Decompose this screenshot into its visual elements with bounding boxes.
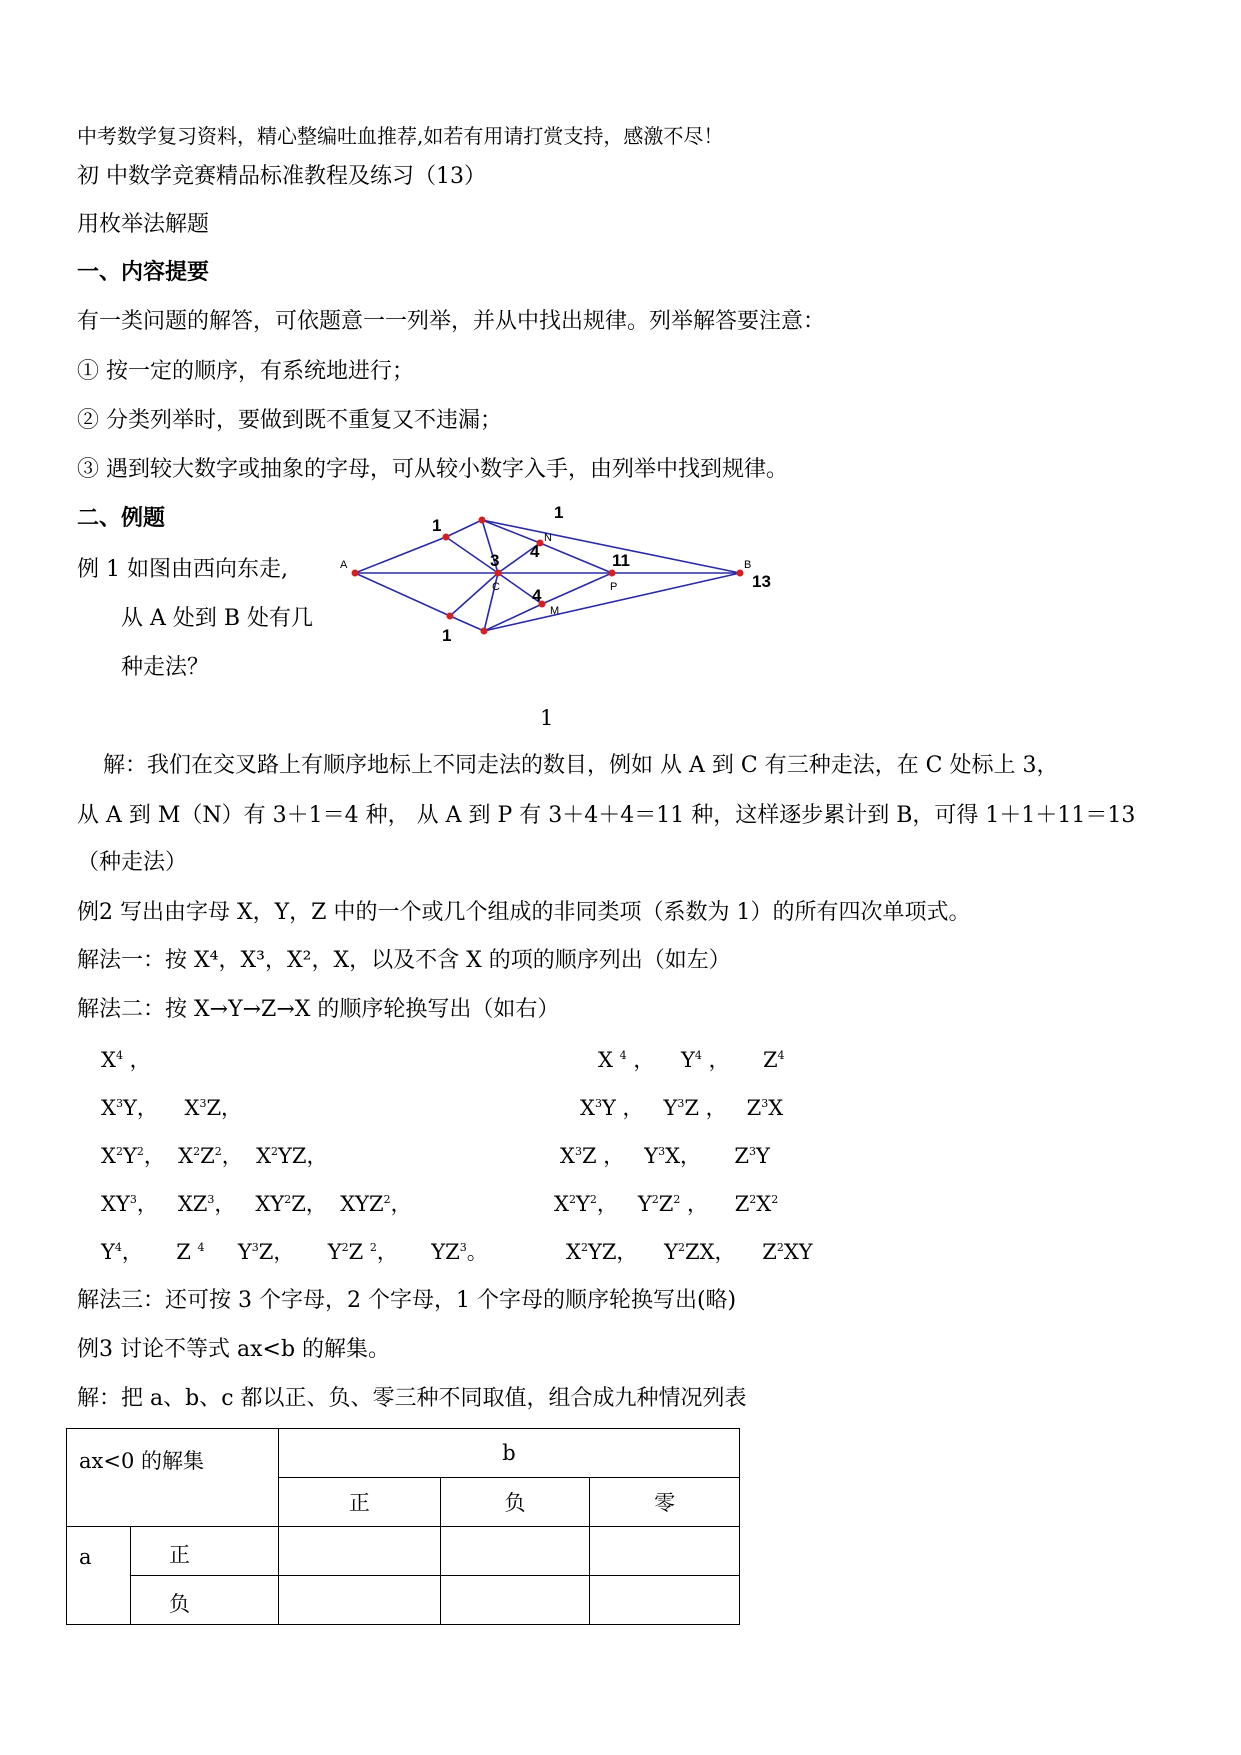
left-row-2: $X^3Y$， $X^3Z$， [101, 1096, 243, 1120]
count-b: 13 [752, 572, 771, 591]
section2-heading: 二、例题 [77, 506, 166, 531]
example1-line3: 种走法？ [121, 655, 210, 680]
node-bottom-left [447, 613, 454, 620]
count-c: 3 [490, 551, 500, 570]
count-m: 4 [532, 586, 542, 605]
count-n: 4 [530, 542, 540, 561]
example2-method3: 解法三：还可按 3 个字母，2 个字母，1 个字母的顺序轮换写出(略) [77, 1288, 737, 1313]
table-a-header-cell [67, 1527, 131, 1625]
node-top [479, 517, 486, 524]
node-c [495, 570, 502, 577]
label-n: N [544, 532, 552, 544]
example3-prompt: 例3 讨论不等式 ax<b 的解集。 [77, 1337, 391, 1362]
solution1-line3: （种走法） [77, 850, 188, 875]
label-b: B [744, 559, 752, 571]
table-corner-cell [67, 1429, 279, 1527]
point-1: ① 按一定的顺序，有系统地进行； [77, 359, 414, 384]
subtitle: 用枚举法解题 [77, 212, 210, 237]
table-cell [440, 1527, 590, 1576]
label-a: A [340, 559, 348, 571]
solution-set-table [66, 1428, 740, 1625]
table-a-header: a [79, 1545, 92, 1569]
table-a-negative: 负 [169, 1592, 190, 1616]
page-marker: 1 [540, 706, 554, 730]
table-a-positive: 正 [169, 1543, 190, 1567]
left-row-4: $XY^3$， $XZ^3$， $XY^2Z$， XYZ$^2$， [101, 1192, 412, 1216]
route-diagram [340, 500, 780, 650]
solution1-line1: 解：我们在交叉路上有顺序地标上不同走法的数目，例如 从 A 到 C 有三种走法，在 C 处标上 3， [103, 753, 1059, 778]
example1-line1: 例 1 如图由西向东走, [77, 557, 288, 582]
point-2: ② 分类列举时，要做到既不重复又不违漏； [77, 408, 502, 433]
example2-method1: 解法一：按 X⁴，X³，X²，X，以及不含 X 的项的顺序列出（如左） [77, 948, 731, 973]
left-row-5: $Y^4$， Z $^4$ $Y^3Z$， $Y^2Z$ $^2$， $YZ^3$。 [101, 1240, 488, 1264]
count-top-left: 1 [432, 516, 442, 535]
right-row-3: $X^3Z$ ， $Y^3X$， $Z^3Y$ [560, 1144, 770, 1168]
table-b-zero: 零 [590, 1478, 740, 1527]
label-p: P [610, 581, 618, 593]
example3-solution: 解：把 a、b、c 都以正、负、零三种不同取值，组合成九种情况列表 [77, 1386, 747, 1411]
left-row-3: $X^2Y^2$， $X^2Z^2$， $X^2YZ$， [101, 1144, 328, 1168]
table-cell [440, 1576, 590, 1625]
table-cell [279, 1576, 441, 1625]
right-row-5: $X^2YZ$， $Y^2ZX$， $Z^2XY$ [566, 1240, 813, 1264]
table-b-header: b [279, 1429, 740, 1478]
count-bottom-left: 1 [442, 626, 452, 645]
table-cell [590, 1576, 740, 1625]
section1-intro: 有一类问题的解答，可依题意一一列举，并从中找出规律。列举解答要注意： [77, 309, 826, 334]
example2-method2: 解法二：按 X→Y→Z→X 的顺序轮换写出（如右） [77, 997, 560, 1022]
example2-prompt: 例2 写出由字母 X，Y，Z 中的一个或几个组成的非同类项（系数为 1）的所有四次单项式。 [77, 900, 971, 925]
node-p [609, 570, 616, 577]
label-c: C [492, 581, 500, 593]
point-3: ③ 遇到较大数字或抽象的字母，可从较小数字入手，由列举中找到规律。 [77, 457, 788, 482]
header-note: 中考数学复习资料，精心整编吐血推荐,如若有用请打赏支持，感激不尽！ [77, 124, 724, 148]
table-b-negative: 负 [440, 1478, 590, 1527]
right-row-4: $X^2Y^2$， $Y^2Z^2$ ， $Z^2X^2$ [554, 1192, 779, 1216]
table-a-positive-cell [131, 1527, 279, 1576]
node-bottom [481, 628, 488, 635]
example1-line2: 从 A 处到 B 处有几 [121, 606, 314, 631]
table-corner-label: ax<0 的解集 [79, 1449, 204, 1473]
solution1-line2: 从 A 到 M（N）有 3＋1＝4 种， 从 A 到 P 有 3＋4＋4＝11 种，这样逐步累计到 B，可得 1＋1＋11＝13 [77, 803, 1136, 828]
count-top-right: 1 [554, 503, 564, 522]
right-row-2: $X^3Y$ ， $Y^3Z$ ， $Z^3X$ [580, 1096, 784, 1120]
left-row-1: $X^4$ ， [101, 1048, 151, 1072]
table-b-positive: 正 [279, 1478, 441, 1527]
table-a-negative-cell [131, 1576, 279, 1625]
table-cell [590, 1527, 740, 1576]
node-a [352, 570, 359, 577]
table-cell [279, 1527, 441, 1576]
label-m: M [550, 605, 560, 617]
right-row-1: X $^4$ ， $Y^4$ ， $Z^4$ [598, 1048, 785, 1072]
page-title: 初 中数学竞赛精品标准教程及练习（13） [77, 164, 486, 189]
node-top-left [443, 534, 450, 541]
count-p: 11 [612, 551, 630, 570]
section1-heading: 一、内容提要 [77, 260, 210, 285]
node-b [737, 570, 744, 577]
